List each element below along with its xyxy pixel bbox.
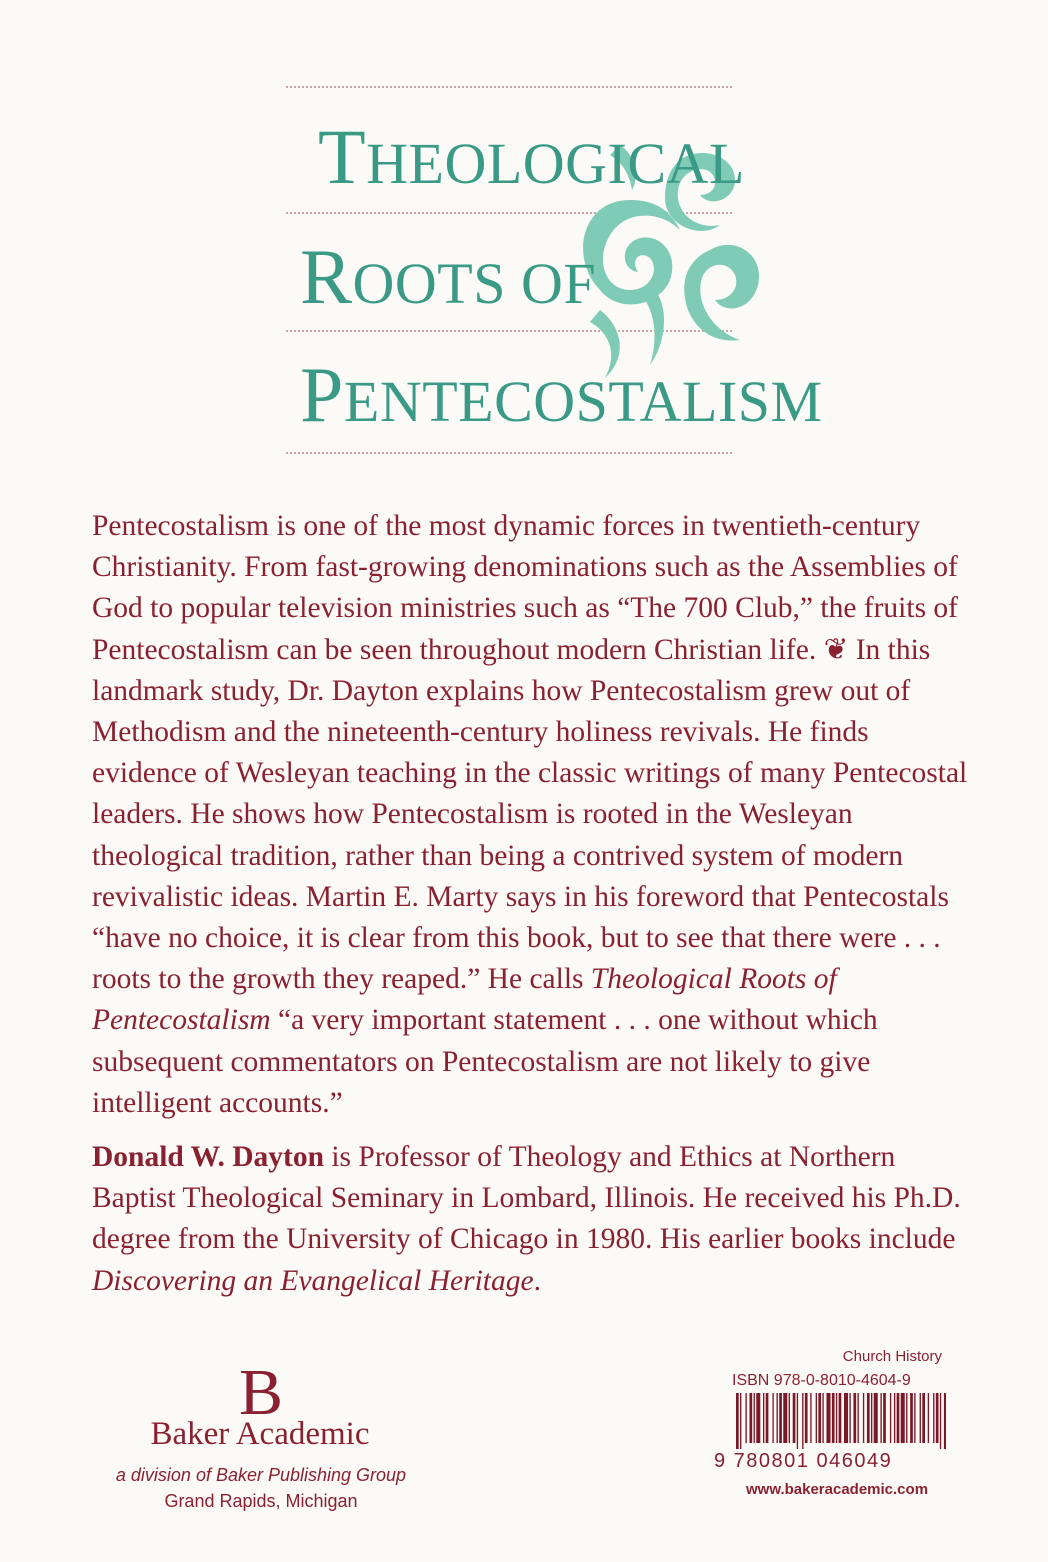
barcode-bar: [832, 1393, 835, 1443]
publisher-division: a division of Baker Publishing Group: [115, 1465, 407, 1485]
leaf-ornament-icon: ❦: [823, 633, 849, 666]
title-rest-3: ENTECOSTALISM: [343, 369, 823, 434]
category-label: Church History: [842, 1348, 942, 1365]
publisher-name: Baker Academic: [150, 1416, 370, 1452]
title-rest-2: OOTS OF: [352, 251, 597, 316]
barcode-bar: [754, 1393, 755, 1443]
book-description: [92, 506, 972, 1124]
barcode-bar: [836, 1393, 837, 1443]
description-book-title: Theological Roots of Pentecostalism: [92, 963, 837, 1037]
barcode-bar: [844, 1393, 848, 1443]
barcode-bar: [867, 1393, 870, 1443]
bio-text: is Professor of Theology and Ethics at Northern Baptist Theological Seminary in Lombard, Illinois. He received his Ph.D. degree from the University of Chicago in 1980. His earlier books include: [92, 1141, 961, 1256]
barcode-bar: [750, 1393, 753, 1443]
barcode-bar: [839, 1393, 842, 1443]
title-cap-1: T: [318, 113, 367, 200]
title-cap-3: P: [300, 351, 344, 438]
barcode-bar: [883, 1393, 886, 1443]
barcode-bar: [874, 1393, 878, 1443]
title-line-3: [300, 351, 823, 438]
title-rule-bottom: [286, 452, 732, 454]
barcode-bar: [816, 1393, 817, 1443]
barcode-bar: [802, 1393, 803, 1449]
earlier-book-title: Discovering an Evangelical Heritage: [92, 1264, 534, 1297]
barcode-bar: [789, 1393, 790, 1443]
barcode-bar: [936, 1393, 939, 1443]
barcode-bar: [933, 1393, 934, 1443]
barcode-bar: [783, 1393, 787, 1443]
barcode-bar: [805, 1393, 808, 1443]
publisher-logo-letter: B: [238, 1360, 284, 1420]
barcode-bar: [826, 1393, 830, 1443]
author-name: Donald W. Dayton: [92, 1141, 324, 1173]
barcode-bar: [797, 1393, 798, 1449]
barcode-bar: [740, 1393, 741, 1449]
publisher-logo-icon: [226, 1360, 296, 1420]
barcode-bar: [890, 1393, 891, 1443]
isbn-label: ISBN 978-0-8010-4604-9: [732, 1372, 911, 1389]
barcode-bar: [880, 1393, 881, 1443]
barcode-bar: [822, 1393, 823, 1443]
description-part-1: Pentecostalism is one of the most dynamic forces in twentieth-century Christianity. From fast-growing denominations such as the Assemblies of God to popular television ministries such as “The 700 Club,” the fruits of Pentecostalism can be seen throughout modern Christian life.: [92, 510, 959, 666]
barcode-bar: [810, 1393, 811, 1443]
bio-end: .: [533, 1264, 541, 1297]
title-rule-top: [286, 86, 732, 88]
title-rest-1: HEOLOGICAL: [366, 131, 745, 196]
barcode-bar: [766, 1393, 769, 1443]
barcode-bar: [894, 1393, 895, 1443]
barcode-bar: [779, 1393, 782, 1443]
barcode-bar: [793, 1393, 796, 1443]
barcode-icon: [736, 1393, 946, 1449]
barcode-bar: [745, 1393, 746, 1443]
barcode-bar: [736, 1393, 739, 1449]
barcode-bar: [853, 1393, 856, 1443]
barcode-bar: [772, 1393, 773, 1443]
barcode-bar: [849, 1393, 850, 1443]
barcode-bar: [922, 1393, 925, 1443]
barcode-bar: [920, 1393, 921, 1443]
title-line-1: [318, 113, 745, 200]
barcode-bar: [914, 1393, 915, 1443]
publisher-location: Grand Rapids, Michigan: [164, 1491, 358, 1511]
barcode-bar: [944, 1393, 946, 1449]
barcode-bar: [910, 1393, 913, 1443]
barcode-bar: [763, 1393, 764, 1443]
website-link[interactable]: www.bakeracademic.com: [746, 1481, 929, 1498]
barcode-bar: [871, 1393, 872, 1443]
barcode-bar: [906, 1393, 907, 1443]
barcode-bar: [858, 1393, 859, 1443]
author-bio: [92, 1137, 972, 1302]
description-part-2: In this landmark study, Dr. Dayton explains how Pentecostalism grew out of Methodism and the nineteenth-century holiness revivals. He finds evidence of Wesleyan teaching in the classic writings of many Pentecostal leaders. He shows how Pentecostalism is rooted in the Wesleyan theological tradition, rather than being a contrived system of modern revivalistic ideas. Martin E. Marty says in his foreword that Pentecostals “have no choice, it is clear from this book, but to see that there were . . . roots to the growth they reaped.” He calls: [92, 633, 968, 996]
barcode-digits: 9 780801 046049: [714, 1450, 893, 1472]
title-cap-2: R: [300, 233, 353, 320]
barcode-bar: [756, 1393, 760, 1443]
barcode-bar: [928, 1393, 929, 1443]
barcode-bar: [940, 1393, 941, 1449]
title-line-2: [300, 233, 597, 320]
barcode-bar: [897, 1393, 900, 1443]
barcode-bar: [818, 1393, 821, 1443]
barcode-bar: [863, 1393, 864, 1443]
barcode-bar: [777, 1393, 778, 1443]
barcode-bar: [901, 1393, 905, 1443]
description-part-3: “a very important statement . . . one without which subsequent commentators on Pentecostalism are not likely to give intelligent accounts.”: [92, 1004, 878, 1119]
